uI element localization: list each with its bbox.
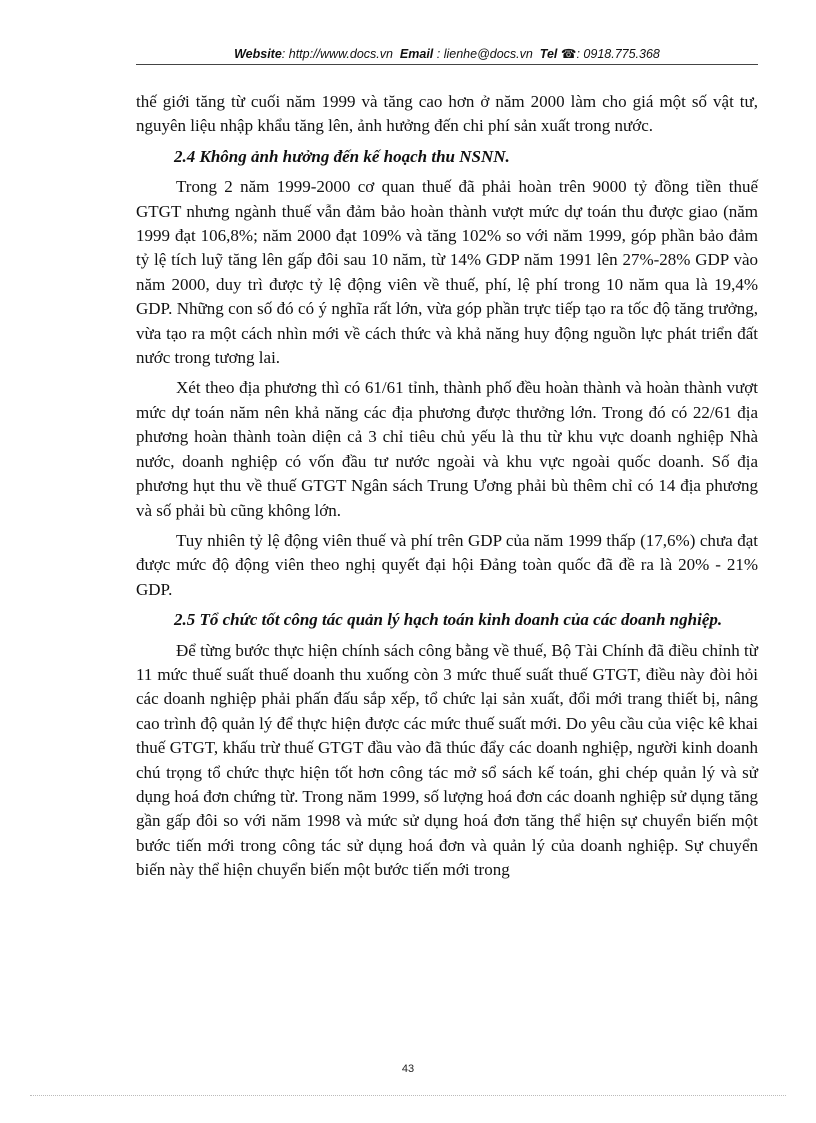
- paragraph-5: Để từng bước thực hiện chính sách công bằng về thuế, Bộ Tài Chính đã điều chỉnh từ 11 mức thuế suất thuế doanh thu xuống còn 3 mức thuế suất thuế GTGT, điều này đòi hỏi các doanh nghiệp phải phấn đấu sắp xếp, tổ chức lại sản xuất, đổi mới trang thiết bị, nâng cao trình độ quản lý để thực hiện được các mức thuế suất mới. Do yêu cầu của việc kê khai thuế GTGT, khấu trừ thuế GTGT đầu vào đã thúc đẩy các doanh nghiệp, người kinh doanh chú trọng tổ chức thực hiện tốt hơn công tác mở sổ sách kế toán, ghi chép quản lý và sử dụng hoá đơn chứng từ. Trong năm 1999, số lượng hoá đơn các doanh nghiệp sử dụng tăng gần gấp đôi so với năm 1998 và mức sử dụng hoá đơn tăng thể hiện sự chuyển biến một bước tiến mới trong công tác sử dụng hoá đơn và quản lý của doanh nghiệp. Sự chuyển biến này thể hiện chuyển biến một bước tiến mới trong: [136, 640, 758, 880]
- header-divider: [136, 64, 758, 65]
- page-header: [136, 46, 758, 61]
- tel-label: Tel: [539, 47, 558, 61]
- phone-icon: ☎: [560, 47, 577, 61]
- website-value: : http://www.docs.vn: [281, 47, 393, 61]
- paragraph-1: thế giới tăng từ cuối năm 1999 và tăng cao hơn ở năm 2000 làm cho giá một số vật tư, nguyên liệu nhập khẩu tăng lên, ảnh hưởng đến chi phí sản xuất trong nước.: [136, 92, 758, 136]
- website-label: Website: [234, 47, 282, 61]
- section-heading-2-4: 2.4 Không ảnh hưởng đến kế hoạch thu NSNN.: [174, 146, 510, 166]
- email-label: Email: [399, 47, 434, 61]
- bottom-divider: [30, 1095, 786, 1096]
- page-number: 43: [401, 1063, 415, 1075]
- paragraph-4: Tuy nhiên tỷ lệ động viên thuế và phí trên GDP của năm 1999 thấp (17,6%) chưa đạt được mức độ động viên theo nghị quyết đại hội Đảng toàn quốc đã đề ra là 20% - 21% GDP.: [136, 530, 758, 599]
- email-value: : lienhe@docs.vn: [436, 47, 533, 61]
- section-heading-2-5: 2.5 Tổ chức tốt công tác quản lý hạch toán kinh doanh của các doanh nghiệp.: [174, 610, 723, 630]
- tel-value: : 0918.775.368: [576, 47, 660, 61]
- paragraph-2: Trong 2 năm 1999-2000 cơ quan thuế đã phải hoàn trên 9000 tỷ đồng tiền thuế GTGT nhưng ngành thuế vẫn đảm bảo hoàn thành vượt mức dự toán thu được giao (năm 1999 đạt 106,8%; năm 2000 đạt 109% và tăng 102% so với năm 1999, góp phần bảo đảm tỷ lệ tích luỹ tăng lên gấp đôi sau 10 năm, từ 14% GDP năm 1991 lên 27%-28% GDP vào năm 2000, duy trì được tỷ lệ động viên về thuế, phí, lệ phí trong 10 năm qua là 19,4% GDP. Những con số đó có ý nghĩa rất lớn, vừa góp phần trực tiếp tạo ra tốc độ tăng trưởng, vừa tạo ra một cách nhìn mới về cách thức và khả năng huy động nguồn lực phát triển đất nước trong tương lai.: [136, 177, 758, 368]
- document-body: [136, 90, 758, 889]
- paragraph-3: Xét theo địa phương thì có 61/61 tỉnh, thành phố đều hoàn thành và hoàn thành vượt mức dự toán năm nên khả năng các địa phương được thưởng lớn. Trong đó có 22/61 địa phương hoàn thành toàn diện cả 3 chỉ tiêu chủ yếu là thu từ khu vực doanh nghiệp Nhà nước, doanh nghiệp có vốn đầu tư nước ngoài và khu vực ngoài quốc doanh. Số địa phương hụt thu về thuế GTGT Ngân sách Trung Ương phải bù thêm chỉ có 14 địa phương và số phải bù cũng không lớn.: [136, 378, 758, 520]
